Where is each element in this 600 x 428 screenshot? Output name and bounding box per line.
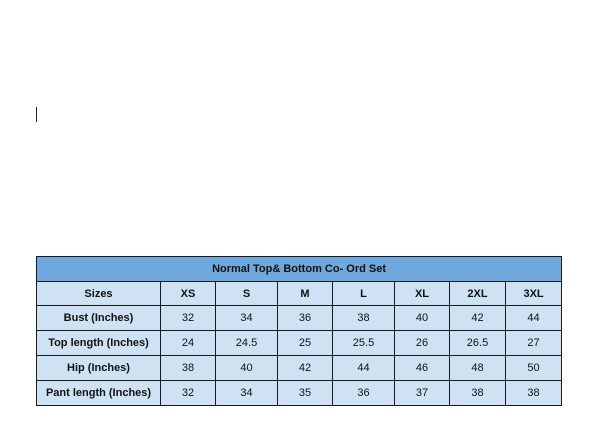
table-cell: 34 (216, 306, 278, 331)
table-cell: 38 (333, 306, 395, 331)
table-cell: 35 (278, 381, 333, 406)
size-header-cell: 3XL (506, 282, 562, 306)
table-row (37, 356, 562, 381)
table-cell: 32 (161, 381, 216, 406)
table-cell: 44 (506, 306, 562, 331)
table-cell: 48 (450, 356, 506, 381)
row-label-cell: Bust (Inches) (37, 306, 161, 331)
table-cell: 44 (333, 356, 395, 381)
sizes-header-cell: Sizes (37, 282, 161, 306)
table-cell: 42 (278, 356, 333, 381)
table-cell: 24.5 (216, 331, 278, 356)
table-cell: 40 (216, 356, 278, 381)
size-header-cell: L (333, 282, 395, 306)
table-cell: 25.5 (333, 331, 395, 356)
table-cell: 42 (450, 306, 506, 331)
row-label-cell: Hip (Inches) (37, 356, 161, 381)
table-cell: 38 (450, 381, 506, 406)
text-cursor (36, 107, 37, 122)
size-header-cell: XL (395, 282, 450, 306)
table-cell: 38 (506, 381, 562, 406)
size-chart-table (36, 256, 562, 406)
table-row (37, 331, 562, 356)
table-cell: 27 (506, 331, 562, 356)
table-cell: 36 (278, 306, 333, 331)
table-cell: 26.5 (450, 331, 506, 356)
table-cell: 24 (161, 331, 216, 356)
row-label-cell: Pant length (Inches) (37, 381, 161, 406)
table-title: Normal Top& Bottom Co- Ord Set (37, 257, 562, 282)
table-cell: 46 (395, 356, 450, 381)
table-title-row (37, 257, 562, 282)
row-label-cell: Top length (Inches) (37, 331, 161, 356)
table-cell: 37 (395, 381, 450, 406)
table-cell: 25 (278, 331, 333, 356)
table-row (37, 381, 562, 406)
table-cell: 38 (161, 356, 216, 381)
size-header-cell: XS (161, 282, 216, 306)
table-row (37, 306, 562, 331)
size-header-cell: M (278, 282, 333, 306)
table-cell: 36 (333, 381, 395, 406)
table-cell: 26 (395, 331, 450, 356)
size-header-cell: S (216, 282, 278, 306)
table-cell: 50 (506, 356, 562, 381)
table-cell: 40 (395, 306, 450, 331)
table-header-row (37, 282, 562, 306)
table-cell: 34 (216, 381, 278, 406)
table-cell: 32 (161, 306, 216, 331)
size-header-cell: 2XL (450, 282, 506, 306)
